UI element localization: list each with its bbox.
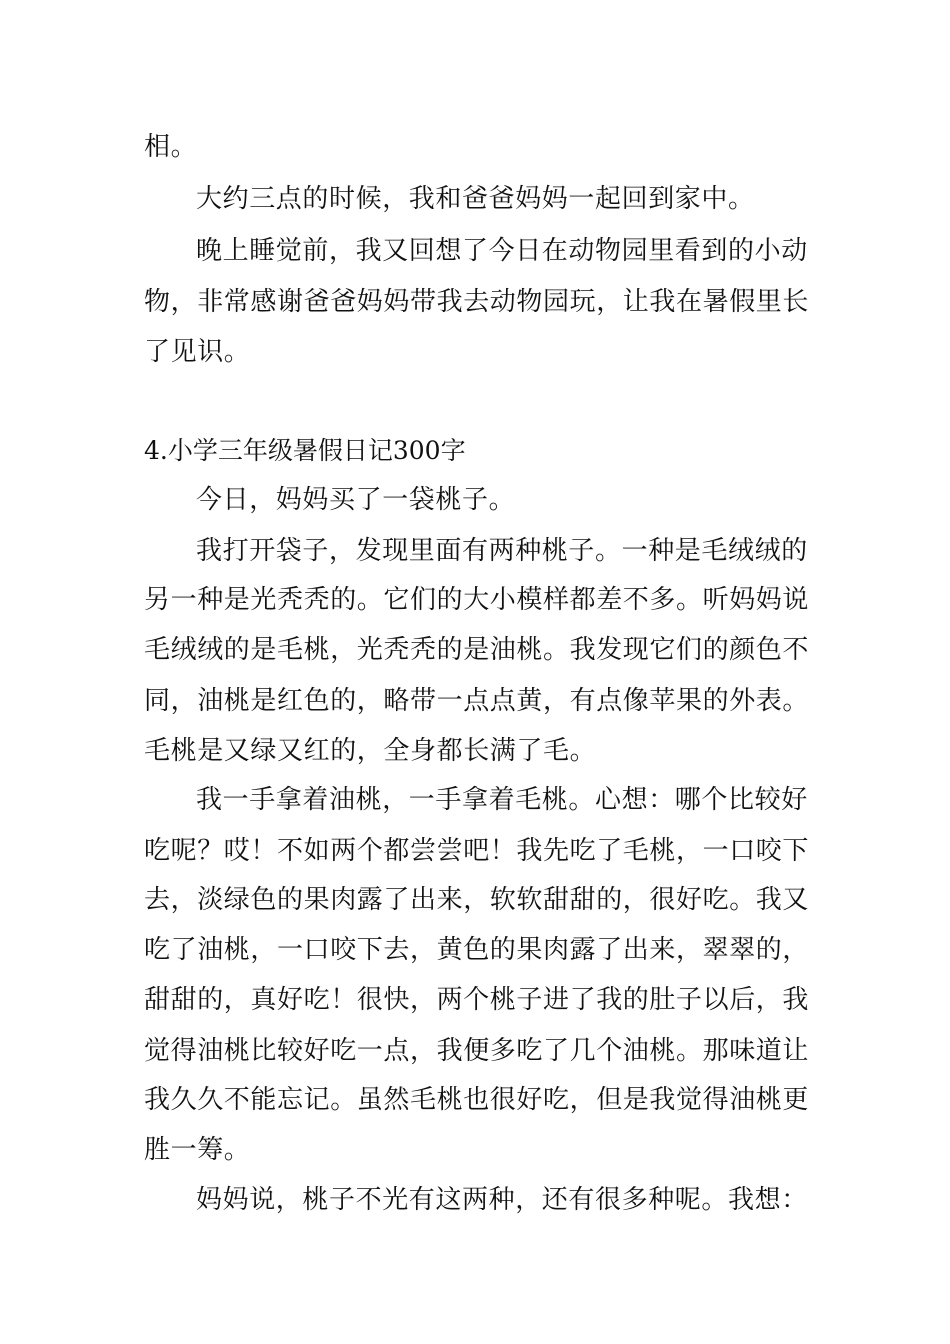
text-line: 同，油桃是红色的，略带一点点黄，有点像苹果的外表。	[144, 686, 810, 716]
text-line: 胜一筹。	[144, 1135, 251, 1165]
text-line: 另一种是光秃秃的。它们的大小模样都差不多。听妈妈说	[144, 585, 810, 615]
section-heading: 4.小学三年级暑假日记300字	[144, 436, 466, 465]
text-line: 觉得油桃比较好吃一点，我便多吃了几个油桃。那味道让	[144, 1036, 810, 1066]
text-line: 了见识。	[144, 337, 251, 367]
text-line: 我打开袋子，发现里面有两种桃子。一种是毛绒绒的	[196, 536, 808, 566]
text-line: 吃呢？哎！不如两个都尝尝吧！我先吃了毛桃，一口咬下	[144, 836, 810, 866]
text-line: 毛桃是又绿又红的，全身都长满了毛。	[144, 736, 597, 766]
text-line: 甜甜的，真好吃！很快，两个桃子进了我的肚子以后，我	[144, 985, 810, 1015]
text-line: 吃了油桃，一口咬下去，黄色的果肉露了出来，翠翠的，	[144, 935, 810, 965]
text-line: 物，非常感谢爸爸妈妈带我去动物园玩，让我在暑假里长	[144, 287, 810, 317]
text-line: 妈妈说，桃子不光有这两种，还有很多种呢。我想：	[196, 1185, 808, 1215]
text-line: 我久久不能忘记。虽然毛桃也很好吃，但是我觉得油桃更	[144, 1085, 810, 1115]
text-line: 晚上睡觉前，我又回想了今日在动物园里看到的小动	[196, 236, 808, 266]
text-line: 我一手拿着油桃，一手拿着毛桃。心想：哪个比较好	[196, 785, 808, 815]
text-line: 毛绒绒的是毛桃，光秃秃的是油桃。我发现它们的颜色不	[144, 635, 810, 665]
text-line: 今日，妈妈买了一袋桃子。	[196, 485, 516, 515]
text-line: 相。	[144, 132, 198, 162]
text-line: 大约三点的时候，我和爸爸妈妈一起回到家中。	[196, 184, 755, 214]
text-line: 去，淡绿色的果肉露了出来，软软甜甜的，很好吃。我又	[144, 885, 810, 915]
